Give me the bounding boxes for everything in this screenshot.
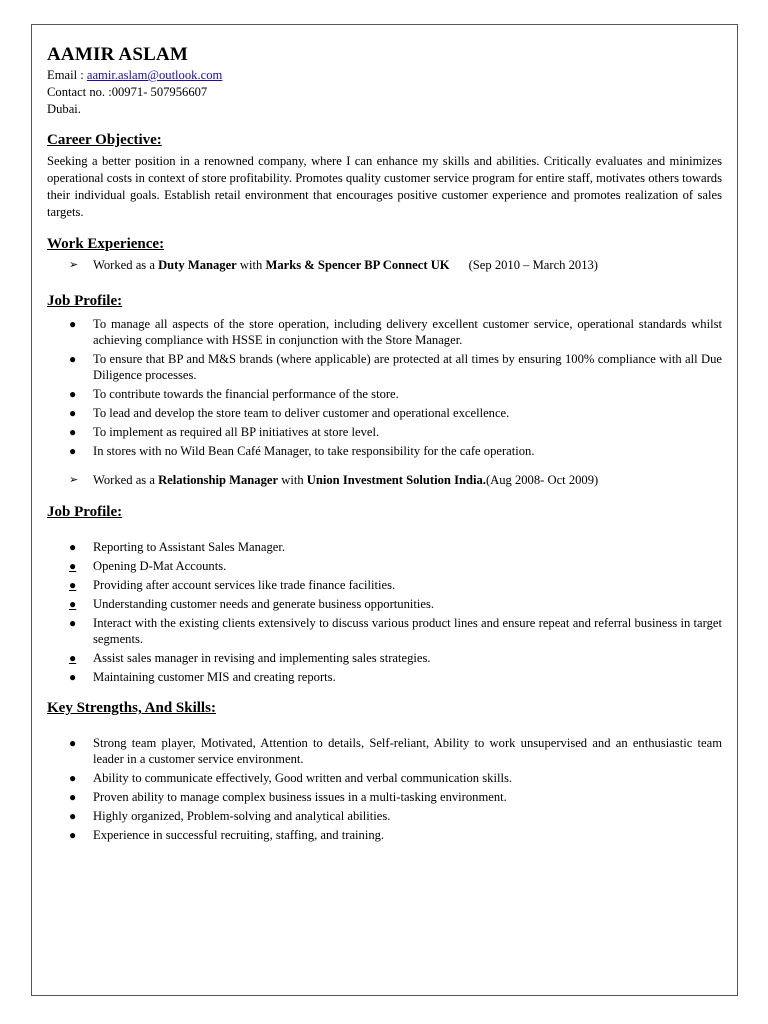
bullet-icon: ● — [69, 809, 77, 823]
job-profile-2-list — [69, 539, 722, 685]
list-item-text: Understanding customer needs and generate business opportunities. — [93, 597, 434, 611]
bullet-icon: ● — [69, 578, 77, 592]
list-item-text: Ability to communicate effectively, Good written and verbal communication skills. — [93, 771, 512, 785]
bullet-icon: ● — [69, 444, 77, 458]
list-item-text: Experience in successful recruiting, staffing, and training. — [93, 828, 385, 842]
bullet-icon: ● — [69, 387, 77, 401]
bullet-icon: ● — [69, 790, 77, 804]
job1-role: Duty Manager — [158, 258, 237, 272]
job1-company: Marks & Spencer BP Connect UK — [265, 258, 450, 272]
bullet-icon: ● — [69, 425, 77, 439]
contact-number: Contact no. :00971- 507956607 — [47, 85, 208, 99]
list-item-text: To ensure that BP and M&S brands (where applicable) are protected at all times by ensuring 100% compliance with all Due Diligence processes. — [93, 352, 722, 382]
list-item — [69, 558, 722, 574]
job2-dates: (Aug 2008- Oct 2009) — [485, 473, 599, 487]
work-experience-heading: Work Experience: — [47, 236, 165, 252]
bullet-icon: ● — [69, 597, 77, 611]
list-item — [69, 386, 722, 402]
bullet-icon: ● — [69, 651, 77, 665]
list-item — [69, 424, 722, 440]
bullet-icon: ● — [69, 317, 77, 331]
arrow-bullet-icon: ➢ — [69, 259, 79, 271]
list-item — [69, 789, 722, 805]
list-item-text: Proven ability to manage complex business issues in a multi-tasking environment. — [93, 790, 507, 804]
bullet-icon: ● — [69, 352, 77, 366]
list-item — [69, 316, 722, 348]
job2-company: Union Investment Solution India. — [306, 473, 486, 487]
email-label: Email : — [47, 68, 87, 82]
list-item — [69, 735, 722, 767]
email-line — [47, 67, 722, 84]
job1-dates: (Sep 2010 – March 2013) — [468, 258, 599, 272]
job-profile-2-heading: Job Profile: — [47, 504, 123, 520]
list-item — [69, 443, 722, 459]
list-item-text: In stores with no Wild Bean Café Manager, to take responsibility for the cafe operation. — [93, 444, 535, 458]
list-item-text: Reporting to Assistant Sales Manager. — [93, 540, 286, 554]
job2-mid: with — [278, 473, 307, 487]
list-item-text: To implement as required all BP initiatives at store level. — [93, 425, 380, 439]
bullet-icon: ● — [69, 540, 77, 554]
bullet-icon: ● — [69, 736, 77, 750]
job-profile-1-list — [69, 316, 722, 459]
list-item-text: Assist sales manager in revising and implementing sales strategies. — [93, 651, 431, 665]
resume-content — [47, 44, 722, 846]
work-experience-list — [69, 256, 722, 274]
list-item-text: Interact with the existing clients extensively to discuss various product lines and ensure repeat and referral business in target segments. — [93, 616, 722, 646]
list-item-text: Maintaining customer MIS and creating reports. — [93, 670, 336, 684]
list-item-text: To lead and develop the store team to deliver customer and operational excellence. — [93, 406, 510, 420]
list-item — [69, 596, 722, 612]
list-item — [69, 770, 722, 786]
bullet-icon: ● — [69, 670, 77, 684]
list-item-text: Providing after account services like trade finance facilities. — [93, 578, 396, 592]
job-entry-duty-manager — [69, 256, 722, 274]
list-item-text: To manage all aspects of the store operation, including delivery excellent customer service, operational standards whilst achieving compliance with HSSE in conjunction with the Store Manager. — [93, 317, 722, 347]
list-item — [69, 669, 722, 685]
list-item — [69, 539, 722, 555]
bullet-icon: ● — [69, 771, 77, 785]
list-item-text: Highly organized, Problem-solving and analytical abilities. — [93, 809, 391, 823]
list-item — [69, 827, 722, 843]
bullet-icon: ● — [69, 559, 77, 573]
career-objective-text: Seeking a better position in a renowned company, where I can enhance my skills and abilities. Critically evaluates and minimizes operational costs in context of store profitability. Promotes quality customer service program for entire staff, motivates others towards their individual goals. Establish retail environment that encourages positive customer experience and promotes realization of sales targets. — [47, 154, 722, 219]
list-item — [69, 615, 722, 647]
key-strengths-list — [69, 735, 722, 843]
bullet-icon: ● — [69, 828, 77, 842]
job2-pre: Worked as a — [93, 473, 159, 487]
key-strengths-heading: Key Strengths, And Skills: — [47, 700, 216, 716]
job2-role: Relationship Manager — [158, 473, 279, 487]
job-entry-relationship-manager — [69, 471, 722, 489]
list-item-text: Opening D-Mat Accounts. — [93, 559, 227, 573]
bullet-icon: ● — [69, 616, 77, 630]
email-link[interactable]: aamir.aslam@outlook.com — [86, 68, 223, 82]
career-objective-heading: Career Objective: — [47, 132, 162, 148]
list-item — [69, 650, 722, 666]
work-experience-list-2 — [69, 471, 722, 489]
bullet-icon: ● — [69, 406, 77, 420]
job1-mid: with — [236, 258, 266, 272]
list-item — [69, 808, 722, 824]
list-item-text: To contribute towards the financial performance of the store. — [93, 387, 399, 401]
list-item — [69, 577, 722, 593]
candidate-name: AAMIR ASLAM — [47, 44, 189, 65]
location: Dubai. — [47, 102, 81, 116]
list-item — [69, 351, 722, 383]
arrow-bullet-icon: ➢ — [69, 474, 79, 486]
job1-pre: Worked as a — [93, 258, 159, 272]
list-item — [69, 405, 722, 421]
list-item-text: Strong team player, Motivated, Attention to details, Self-reliant, Ability to work unsupervised and an enthusiastic team leader in a customer service environment. — [93, 736, 722, 766]
job-profile-1-heading: Job Profile: — [47, 293, 123, 309]
